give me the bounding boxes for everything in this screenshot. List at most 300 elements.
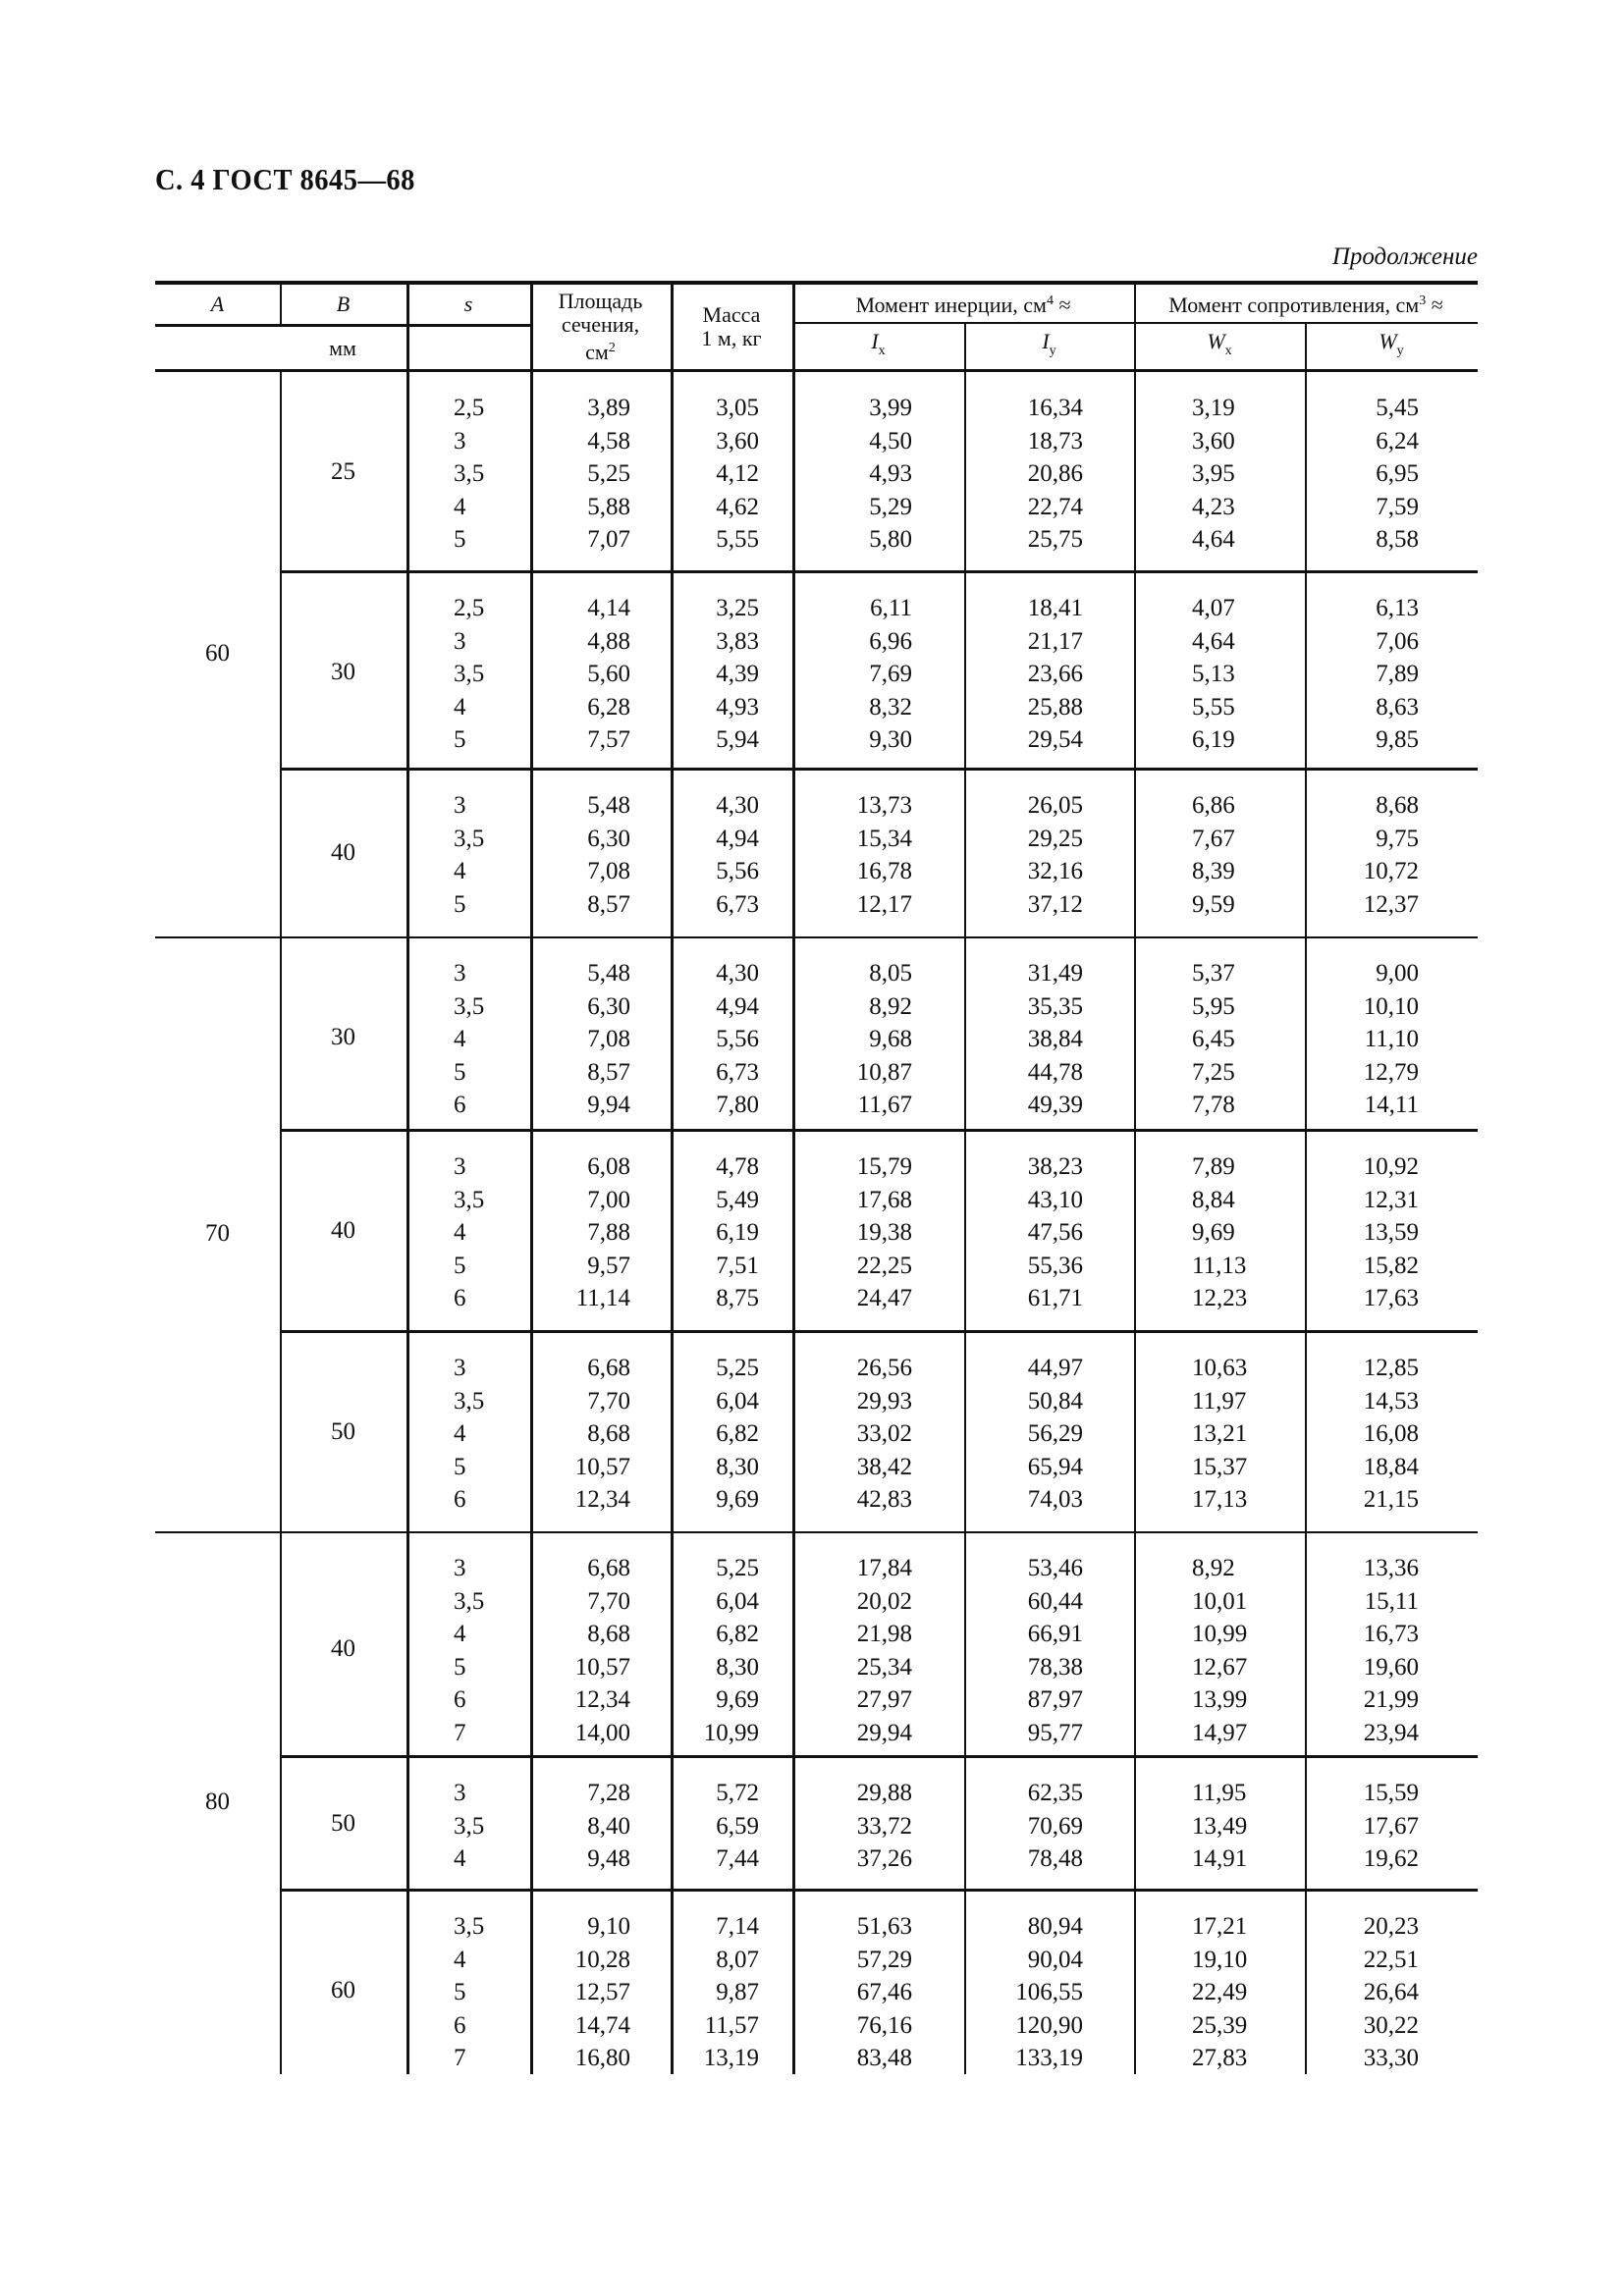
- table-cell: 25,88: [1027, 693, 1083, 721]
- cell-B: 50: [331, 1810, 355, 1838]
- table-cell: 15,79: [856, 1153, 912, 1180]
- table-cell: 12,23: [1192, 1285, 1248, 1311]
- table-cell: 3,60: [716, 427, 759, 454]
- table-cell: 3,83: [716, 627, 759, 655]
- table-cell: 50,84: [1027, 1387, 1083, 1415]
- table-cell: 25,34: [856, 1653, 912, 1681]
- table-cell: 7: [454, 2045, 466, 2071]
- table-cell: 7,08: [587, 858, 630, 884]
- table-cell: 10,28: [574, 1946, 630, 1973]
- table-cell: 19,62: [1363, 1845, 1419, 1872]
- table-cell: 3,89: [587, 395, 630, 421]
- table-cell: 10,10: [1363, 992, 1419, 1020]
- table-cell: 16,08: [1363, 1420, 1419, 1447]
- header-resistance: [1134, 285, 1478, 322]
- table-cell: 13,99: [1192, 1686, 1248, 1713]
- table-cell: 8,57: [587, 890, 630, 918]
- header-inertia-exp: 4: [1046, 294, 1054, 308]
- table-cell: 5,25: [716, 1355, 759, 1381]
- table-cell: 21,98: [856, 1621, 912, 1647]
- cell-B: 30: [331, 1023, 355, 1050]
- table-cell: 5,95: [1192, 992, 1235, 1020]
- value-column: [964, 1150, 1083, 1315]
- table-cell: 9,94: [587, 1092, 630, 1118]
- table-cell: 20,86: [1027, 460, 1083, 487]
- table-cell: 33,72: [856, 1812, 912, 1840]
- table-cell: 8,07: [716, 1946, 759, 1973]
- table-cell: 16,80: [574, 2045, 630, 2071]
- table-cell: 8,92: [1192, 1555, 1235, 1581]
- value-column: [1305, 392, 1419, 557]
- table-cell: 9,59: [1192, 890, 1235, 918]
- table-cell: 6,68: [587, 1555, 630, 1581]
- value-column: [792, 957, 912, 1122]
- table-cell: 20,23: [1363, 1913, 1419, 1940]
- table-cell: 24,47: [856, 1285, 912, 1311]
- table-cell: 22,25: [856, 1252, 912, 1279]
- table-cell: 10,92: [1363, 1153, 1419, 1180]
- header-area-exp: 2: [608, 341, 616, 355]
- cell-A: 60: [205, 640, 230, 667]
- table-cell: 3,5: [454, 1587, 485, 1615]
- table-cell: 6,11: [870, 595, 912, 621]
- table-cell: 23,94: [1363, 1719, 1419, 1746]
- value-column: [1192, 789, 1290, 921]
- table-cell: 55,36: [1027, 1252, 1083, 1279]
- table-cell: 6,45: [1192, 1026, 1235, 1052]
- header-area-line: Площадь: [558, 289, 643, 313]
- table-cell: 9,57: [587, 1252, 630, 1279]
- table-cell: 18,73: [1027, 427, 1083, 454]
- header-Iy: [964, 324, 1134, 369]
- table-cell: 3,5: [454, 1387, 485, 1415]
- table-cell: 6,30: [587, 992, 630, 1020]
- table-cell: 4,30: [716, 792, 759, 819]
- table-cell: 11,10: [1364, 1026, 1419, 1052]
- table-cell: 6,30: [587, 825, 630, 852]
- value-column: [671, 1552, 759, 1749]
- header-Wy: [1305, 324, 1478, 369]
- value-column: [671, 957, 759, 1122]
- table-cell: 65,94: [1027, 1453, 1083, 1480]
- cell-B: 40: [331, 839, 355, 866]
- table-cell: 3,5: [454, 1913, 485, 1940]
- header-area-line: сечения,: [561, 312, 640, 337]
- table-cell: 3: [454, 627, 466, 655]
- table-cell: 38,42: [856, 1453, 912, 1480]
- table-cell: 8,57: [587, 1058, 630, 1086]
- value-column: [530, 957, 630, 1122]
- value-column: [792, 1910, 912, 2075]
- table-cell: 14,11: [1364, 1092, 1419, 1118]
- value-column: [1305, 1150, 1419, 1315]
- value-column: [964, 592, 1083, 757]
- value-column: [1192, 957, 1290, 1122]
- value-column: [1305, 1352, 1419, 1517]
- table-cell: 13,36: [1363, 1555, 1419, 1581]
- table-cell: 8,68: [1376, 792, 1419, 819]
- table-cell: 5,49: [716, 1186, 759, 1213]
- table-cell: 10,01: [1192, 1587, 1248, 1615]
- table-cell: 44,78: [1027, 1058, 1083, 1086]
- table-cell: 7,06: [1376, 627, 1419, 655]
- table-cell: 9,30: [869, 726, 912, 753]
- table-cell: 27,83: [1192, 2045, 1248, 2071]
- table-cell: 16,73: [1363, 1621, 1419, 1647]
- value-column: [1305, 1777, 1419, 1876]
- value-column: [454, 1910, 532, 2075]
- table-cell: 6,19: [1192, 726, 1235, 753]
- value-column: [454, 592, 532, 757]
- table-cell: 15,37: [1192, 1453, 1248, 1480]
- header-bottom-rule: [155, 369, 1478, 372]
- table-cell: 5,25: [587, 460, 630, 487]
- cell-A: 80: [205, 1789, 230, 1815]
- table-cell: 5: [454, 526, 466, 553]
- table-cell: 7,44: [716, 1845, 759, 1872]
- table-cell: 83,48: [856, 2045, 912, 2071]
- table-cell: 7,28: [587, 1780, 630, 1806]
- table-cell: 5,80: [869, 526, 912, 553]
- value-column: [530, 1552, 630, 1749]
- table-cell: 12,34: [574, 1486, 630, 1513]
- table-cell: 6,04: [716, 1387, 759, 1415]
- table-cell: 4,93: [716, 693, 759, 721]
- table-cell: 8,39: [1192, 858, 1235, 884]
- table-cell: 62,35: [1027, 1780, 1083, 1806]
- table-cell: 5: [454, 1252, 466, 1279]
- table-cell: 7,89: [1376, 661, 1419, 687]
- table-cell: 10,57: [574, 1653, 630, 1681]
- table-cell: 3: [454, 1780, 466, 1806]
- table-cell: 6,96: [869, 627, 912, 655]
- table-cell: 7,89: [1192, 1153, 1235, 1180]
- value-column: [671, 1352, 759, 1517]
- table-cell: 9,75: [1376, 825, 1419, 852]
- table-cell: 5,56: [716, 1026, 759, 1052]
- table-cell: 43,10: [1027, 1186, 1083, 1213]
- table-cell: 74,03: [1027, 1486, 1083, 1513]
- table-cell: 4: [454, 693, 466, 721]
- value-column: [454, 1150, 532, 1315]
- table-cell: 7,69: [869, 661, 912, 687]
- table-cell: 3,60: [1192, 427, 1235, 454]
- table-cell: 5,48: [587, 792, 630, 819]
- cell-B: 30: [331, 658, 355, 685]
- table-cell: 15,59: [1363, 1780, 1419, 1806]
- table-cell: 5,48: [587, 960, 630, 987]
- cell-B: 25: [331, 457, 355, 485]
- table-cell: 11,67: [857, 1092, 912, 1118]
- table-cell: 44,97: [1027, 1355, 1083, 1381]
- table-cell: 95,77: [1027, 1719, 1083, 1746]
- table-cell: 26,56: [856, 1355, 912, 1381]
- header-Ix-sub: x: [878, 344, 886, 358]
- table-cell: 5,29: [869, 493, 912, 520]
- table-cell: 9,85: [1376, 726, 1419, 753]
- table-cell: 10,87: [856, 1058, 912, 1086]
- table-cell: 4,23: [1192, 493, 1235, 520]
- table-cell: 32,16: [1027, 858, 1083, 884]
- table-cell: 29,88: [856, 1780, 912, 1806]
- table-cell: 16,78: [856, 858, 912, 884]
- table-cell: 12,31: [1363, 1186, 1419, 1213]
- table-cell: 6,86: [1192, 792, 1235, 819]
- header-area: [530, 285, 671, 369]
- value-column: [1305, 957, 1419, 1122]
- table-cell: 6,82: [716, 1420, 759, 1447]
- table-cell: 7,70: [587, 1587, 630, 1615]
- subgroup-rule: [280, 1889, 1478, 1892]
- cell-B: 40: [331, 1216, 355, 1244]
- header-Wx-sub: x: [1224, 344, 1232, 358]
- table-cell: 5,88: [587, 493, 630, 520]
- table-cell: 6,59: [716, 1812, 759, 1840]
- header-Wx-symbol: W: [1207, 329, 1225, 353]
- table-cell: 76,16: [856, 2011, 912, 2039]
- value-column: [792, 592, 912, 757]
- table-cell: 66,91: [1027, 1621, 1083, 1647]
- header-s: s: [463, 292, 473, 316]
- value-column: [964, 1352, 1083, 1517]
- table-cell: 13,21: [1192, 1420, 1248, 1447]
- table-cell: 19,10: [1192, 1946, 1248, 1973]
- table-cell: 26,05: [1027, 792, 1083, 819]
- table-cell: 5: [454, 1979, 466, 2005]
- table-cell: 10,99: [1192, 1621, 1248, 1647]
- table-cell: 61,71: [1027, 1285, 1083, 1311]
- table-cell: 10,63: [1192, 1355, 1248, 1381]
- table-cell: 6,13: [1376, 595, 1419, 621]
- table-cell: 5: [454, 726, 466, 753]
- table-cell: 7,25: [1192, 1058, 1235, 1086]
- table-cell: 120,90: [1015, 2011, 1083, 2039]
- table-cell: 9,10: [587, 1913, 630, 1940]
- table-cell: 8,30: [716, 1653, 759, 1681]
- table-cell: 53,46: [1027, 1555, 1083, 1581]
- table-cell: 8,92: [869, 992, 912, 1020]
- table-cell: 5,60: [587, 661, 630, 687]
- table-cell: 17,84: [856, 1555, 912, 1581]
- table-cell: 4: [454, 858, 466, 884]
- table-cell: 35,35: [1027, 992, 1083, 1020]
- table-cell: 8,68: [587, 1420, 630, 1447]
- table-cell: 21,15: [1363, 1486, 1419, 1513]
- table-cell: 4: [454, 1026, 466, 1052]
- table-cell: 22,49: [1192, 1979, 1248, 2005]
- table-cell: 27,97: [856, 1686, 912, 1713]
- table-cell: 7,78: [1192, 1092, 1235, 1118]
- table-cell: 6,04: [716, 1587, 759, 1615]
- table-cell: 87,97: [1027, 1686, 1083, 1713]
- continuation-label: Продолжение: [1331, 243, 1478, 270]
- table-cell: 3,95: [1192, 460, 1235, 487]
- table-cell: 11,57: [704, 2011, 759, 2039]
- table-cell: 133,19: [1015, 2045, 1083, 2071]
- value-column: [454, 1352, 532, 1517]
- table-cell: 12,85: [1363, 1355, 1419, 1381]
- table-cell: 6,73: [716, 890, 759, 918]
- value-column: [1305, 1910, 1419, 2075]
- value-column: [964, 789, 1083, 921]
- table-cell: 9,87: [716, 1979, 759, 2005]
- table-cell: 4,50: [869, 427, 912, 454]
- value-column: [964, 957, 1083, 1122]
- table-cell: 4,07: [1192, 595, 1235, 621]
- table-cell: 5: [454, 1653, 466, 1681]
- column-divider: [406, 285, 409, 2074]
- table-cell: 26,64: [1363, 1979, 1419, 2005]
- table-cell: 4,64: [1192, 526, 1235, 553]
- table-cell: 47,56: [1027, 1219, 1083, 1246]
- table-cell: 2,5: [454, 395, 485, 421]
- table-cell: 5,37: [1192, 960, 1235, 987]
- header-area-unit: см: [585, 340, 609, 364]
- table-cell: 51,63: [856, 1913, 912, 1940]
- table-cell: 78,48: [1027, 1845, 1083, 1872]
- table-cell: 17,13: [1192, 1486, 1248, 1513]
- table-cell: 19,38: [856, 1219, 912, 1246]
- table-cell: 22,51: [1363, 1946, 1419, 1973]
- table-cell: 13,19: [703, 2045, 759, 2071]
- header-A: A: [210, 292, 225, 316]
- table-cell: 60,44: [1027, 1587, 1083, 1615]
- value-column: [530, 1150, 630, 1315]
- table-cell: 18,84: [1363, 1453, 1419, 1480]
- table-cell: 13,49: [1192, 1812, 1248, 1840]
- table-cell: 49,39: [1027, 1092, 1083, 1118]
- value-column: [530, 1352, 630, 1517]
- table-cell: 11,14: [575, 1285, 630, 1311]
- table-cell: 6,73: [716, 1058, 759, 1086]
- table-cell: 3,5: [454, 992, 485, 1020]
- table-cell: 4: [454, 1420, 466, 1447]
- value-column: [1192, 1777, 1290, 1876]
- table-cell: 37,26: [856, 1845, 912, 1872]
- table-cell: 3,19: [1192, 395, 1235, 421]
- value-column: [792, 1352, 912, 1517]
- value-column: [792, 1777, 912, 1876]
- table-cell: 6,68: [587, 1355, 630, 1381]
- table-cell: 29,54: [1027, 726, 1083, 753]
- header-Iy-sub: y: [1049, 344, 1056, 358]
- value-column: [792, 789, 912, 921]
- header-Ix: [792, 324, 964, 369]
- table-cell: 13,73: [856, 792, 912, 819]
- table-cell: 9,00: [1376, 960, 1419, 987]
- table-cell: 8,05: [869, 960, 912, 987]
- table-cell: 9,69: [1192, 1219, 1235, 1246]
- table-cell: 10,99: [703, 1719, 759, 1746]
- column-divider: [406, 285, 409, 324]
- table-cell: 6,28: [587, 693, 630, 721]
- table-cell: 42,83: [856, 1486, 912, 1513]
- value-column: [1192, 1150, 1290, 1315]
- table-cell: 5,45: [1376, 395, 1419, 421]
- table-cell: 7,08: [587, 1026, 630, 1052]
- value-column: [964, 1777, 1083, 1876]
- value-column: [792, 392, 912, 557]
- table-cell: 17,68: [856, 1186, 912, 1213]
- value-column: [1305, 789, 1419, 921]
- value-column: [671, 1150, 759, 1315]
- table-cell: 25,39: [1192, 2011, 1248, 2039]
- table-cell: 3: [454, 427, 466, 454]
- table-cell: 6,19: [716, 1219, 759, 1246]
- table-cell: 31,49: [1027, 960, 1083, 987]
- table-cell: 3,5: [454, 460, 485, 487]
- table-cell: 33,02: [856, 1420, 912, 1447]
- header-Wx: [1134, 324, 1305, 369]
- table-cell: 9,68: [869, 1026, 912, 1052]
- table-cell: 7,07: [587, 526, 630, 553]
- column-divider: [1134, 285, 1136, 2074]
- value-column: [454, 392, 532, 557]
- value-column: [530, 1777, 630, 1876]
- table-cell: 70,69: [1027, 1812, 1083, 1840]
- table-cell: 2,5: [454, 595, 485, 621]
- table-cell: 17,21: [1192, 1913, 1248, 1940]
- value-column: [1192, 1352, 1290, 1517]
- table-cell: 3,5: [454, 1186, 485, 1213]
- cell-B: 50: [331, 1417, 355, 1445]
- table-cell: 4,12: [716, 460, 759, 487]
- header-inertia-approx: ≈: [1053, 293, 1071, 317]
- table-cell: 17,67: [1363, 1812, 1419, 1840]
- table-cell: 12,79: [1363, 1058, 1419, 1086]
- table-cell: 5,55: [716, 526, 759, 553]
- table-cell: 23,66: [1027, 661, 1083, 687]
- header-mass-line: Масса: [702, 302, 761, 327]
- table-cell: 78,38: [1027, 1653, 1083, 1681]
- value-column: [964, 392, 1083, 557]
- subgroup-rule: [280, 768, 1478, 771]
- table-cell: 4,64: [1192, 627, 1235, 655]
- subgroup-rule: [280, 1755, 1478, 1758]
- table-cell: 5,56: [716, 858, 759, 884]
- table-cell: 4,93: [869, 460, 912, 487]
- value-column: [454, 957, 532, 1122]
- table-cell: 33,30: [1363, 2045, 1419, 2071]
- table-cell: 6,95: [1376, 460, 1419, 487]
- table-cell: 15,82: [1363, 1252, 1419, 1279]
- table-cell: 18,41: [1027, 595, 1083, 621]
- table-cell: 17,63: [1363, 1285, 1419, 1311]
- table-cell: 14,91: [1192, 1845, 1248, 1872]
- table-cell: 15,34: [856, 825, 912, 852]
- table-cell: 5,55: [1192, 693, 1235, 721]
- table-cell: 3,5: [454, 661, 485, 687]
- table-cell: 8,75: [716, 1285, 759, 1311]
- cell-B: 40: [331, 1634, 355, 1662]
- table-cell: 90,04: [1027, 1946, 1083, 1973]
- table-cell: 80,94: [1027, 1913, 1083, 1940]
- table-cell: 3,25: [716, 595, 759, 621]
- table-cell: 13,59: [1363, 1219, 1419, 1246]
- table-cell: 29,94: [856, 1719, 912, 1746]
- header-Wy-sub: y: [1396, 344, 1404, 358]
- table-cell: 5,13: [1192, 661, 1235, 687]
- header-inertia: [792, 285, 1134, 322]
- header-resistance-label: Момент сопротивления, см: [1168, 293, 1420, 317]
- table-cell: 67,46: [856, 1979, 912, 2005]
- header-resistance-approx: ≈: [1426, 293, 1443, 317]
- table-cell: 6,82: [716, 1621, 759, 1647]
- table-cell: 30,22: [1363, 2011, 1419, 2039]
- table-cell: 5,72: [716, 1780, 759, 1806]
- value-column: [671, 789, 759, 921]
- table-cell: 29,93: [856, 1387, 912, 1415]
